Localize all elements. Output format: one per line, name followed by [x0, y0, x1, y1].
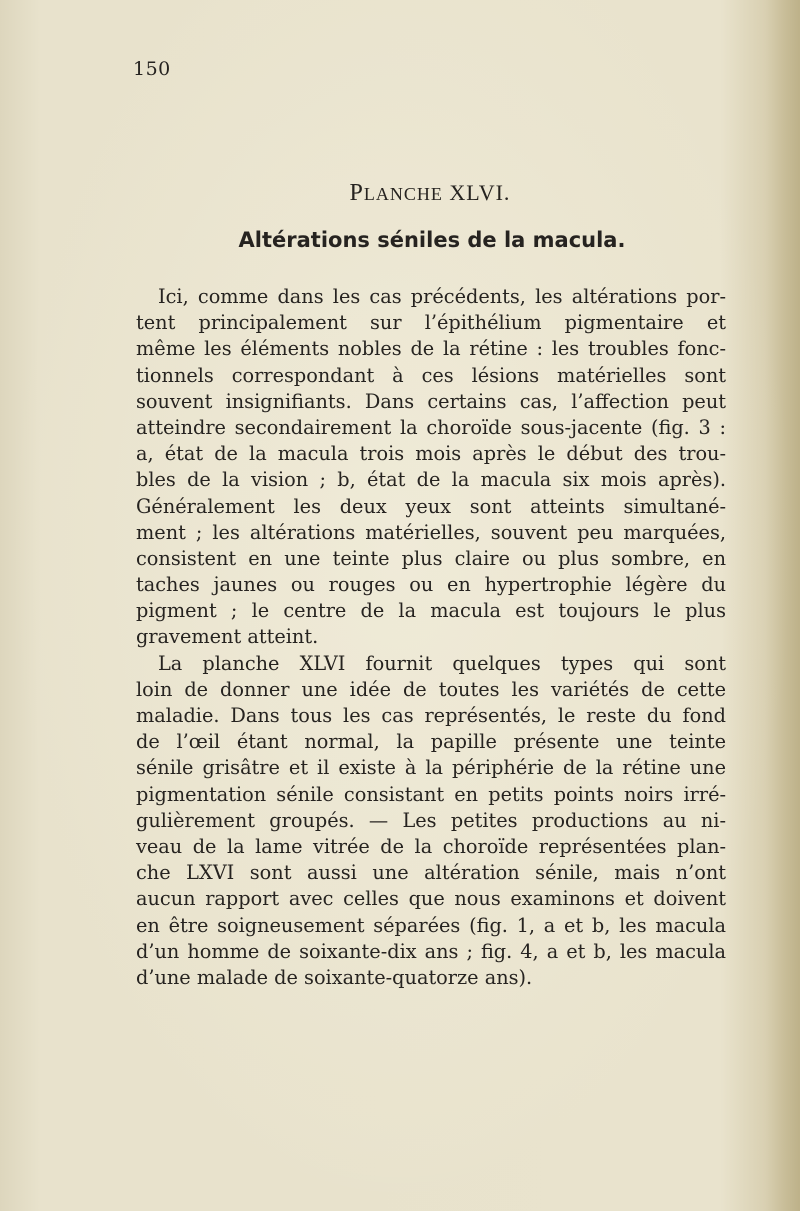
text-line: pigment ; le centre de la macula est toujours le plus	[136, 599, 726, 623]
text-line: gulièrement groupés. — Les petites productions au ni-	[136, 808, 726, 832]
text-line: même les éléments nobles de la rétine : les troubles fonc-	[136, 337, 726, 361]
section-title: Altérations séniles de la macula.	[238, 228, 626, 252]
text-line: che LXVI sont aussi une altération sénile, mais n’ont	[136, 861, 726, 885]
text-line: atteindre secondairement la choroïde sous-jacente (fig. 3 :	[136, 415, 726, 439]
text-line: tionnels correspondant à ces lésions matérielles sont	[136, 363, 726, 387]
text-line: aucun rapport avec celles que nous examinons et doivent	[136, 887, 726, 911]
page-number: 150	[133, 58, 171, 80]
text-line: loin de donner une idée de toutes les variétés de cette	[136, 677, 726, 701]
text-line: d’une malade de soixante-quatorze ans).	[136, 965, 533, 989]
text-line: ment ; les altérations matérielles, souvent peu marquées,	[136, 520, 726, 544]
text-line: La planche XLVI fournit quelques types qui sont	[158, 651, 726, 675]
text-line: pigmentation sénile consistant en petits points noirs irré-	[136, 782, 726, 806]
text-line: souvent insignifiants. Dans certains cas, l’affection peut	[136, 389, 726, 413]
body-text	[136, 284, 726, 991]
text-line: gravement atteint.	[136, 625, 319, 649]
plate-title	[0, 180, 800, 207]
text-line: bles de la vision ; b, état de la macula six mois après).	[136, 468, 726, 492]
text-line: d’un homme de soixante-dix ans ; fig. 4, a et b, les macula	[136, 939, 726, 963]
plate-title-initial: P	[349, 180, 364, 206]
text-line: Ici, comme dans les cas précédents, les altérations por-	[158, 285, 726, 308]
text-line: consistent en une teinte plus claire ou plus sombre, en	[136, 546, 726, 570]
text-line: en être soigneusement séparées (fig. 1, a et b, les macula	[136, 913, 726, 937]
text-line: veau de la lame vitrée de la choroïde représentées plan-	[136, 834, 726, 858]
text-line: a, état de la macula trois mois après le début des trou-	[136, 442, 726, 466]
text-line: tent principalement sur l’épithélium pigmentaire et	[136, 311, 726, 335]
plate-title-numeral: XLVI.	[449, 180, 511, 205]
text-line: maladie. Dans tous les cas représentés, le reste du fond	[136, 704, 726, 727]
text-line: de l’œil étant normal, la papille présente une teinte	[136, 730, 726, 754]
text-line: Généralement les deux yeux sont atteints simultané-	[136, 494, 726, 518]
text-line: sénile grisâtre et il existe à la périphérie de la rétine une	[136, 756, 726, 780]
plate-title-word: LANCHE	[363, 184, 443, 204]
text-line: taches jaunes ou rouges ou en hypertrophie légère du	[136, 573, 726, 597]
